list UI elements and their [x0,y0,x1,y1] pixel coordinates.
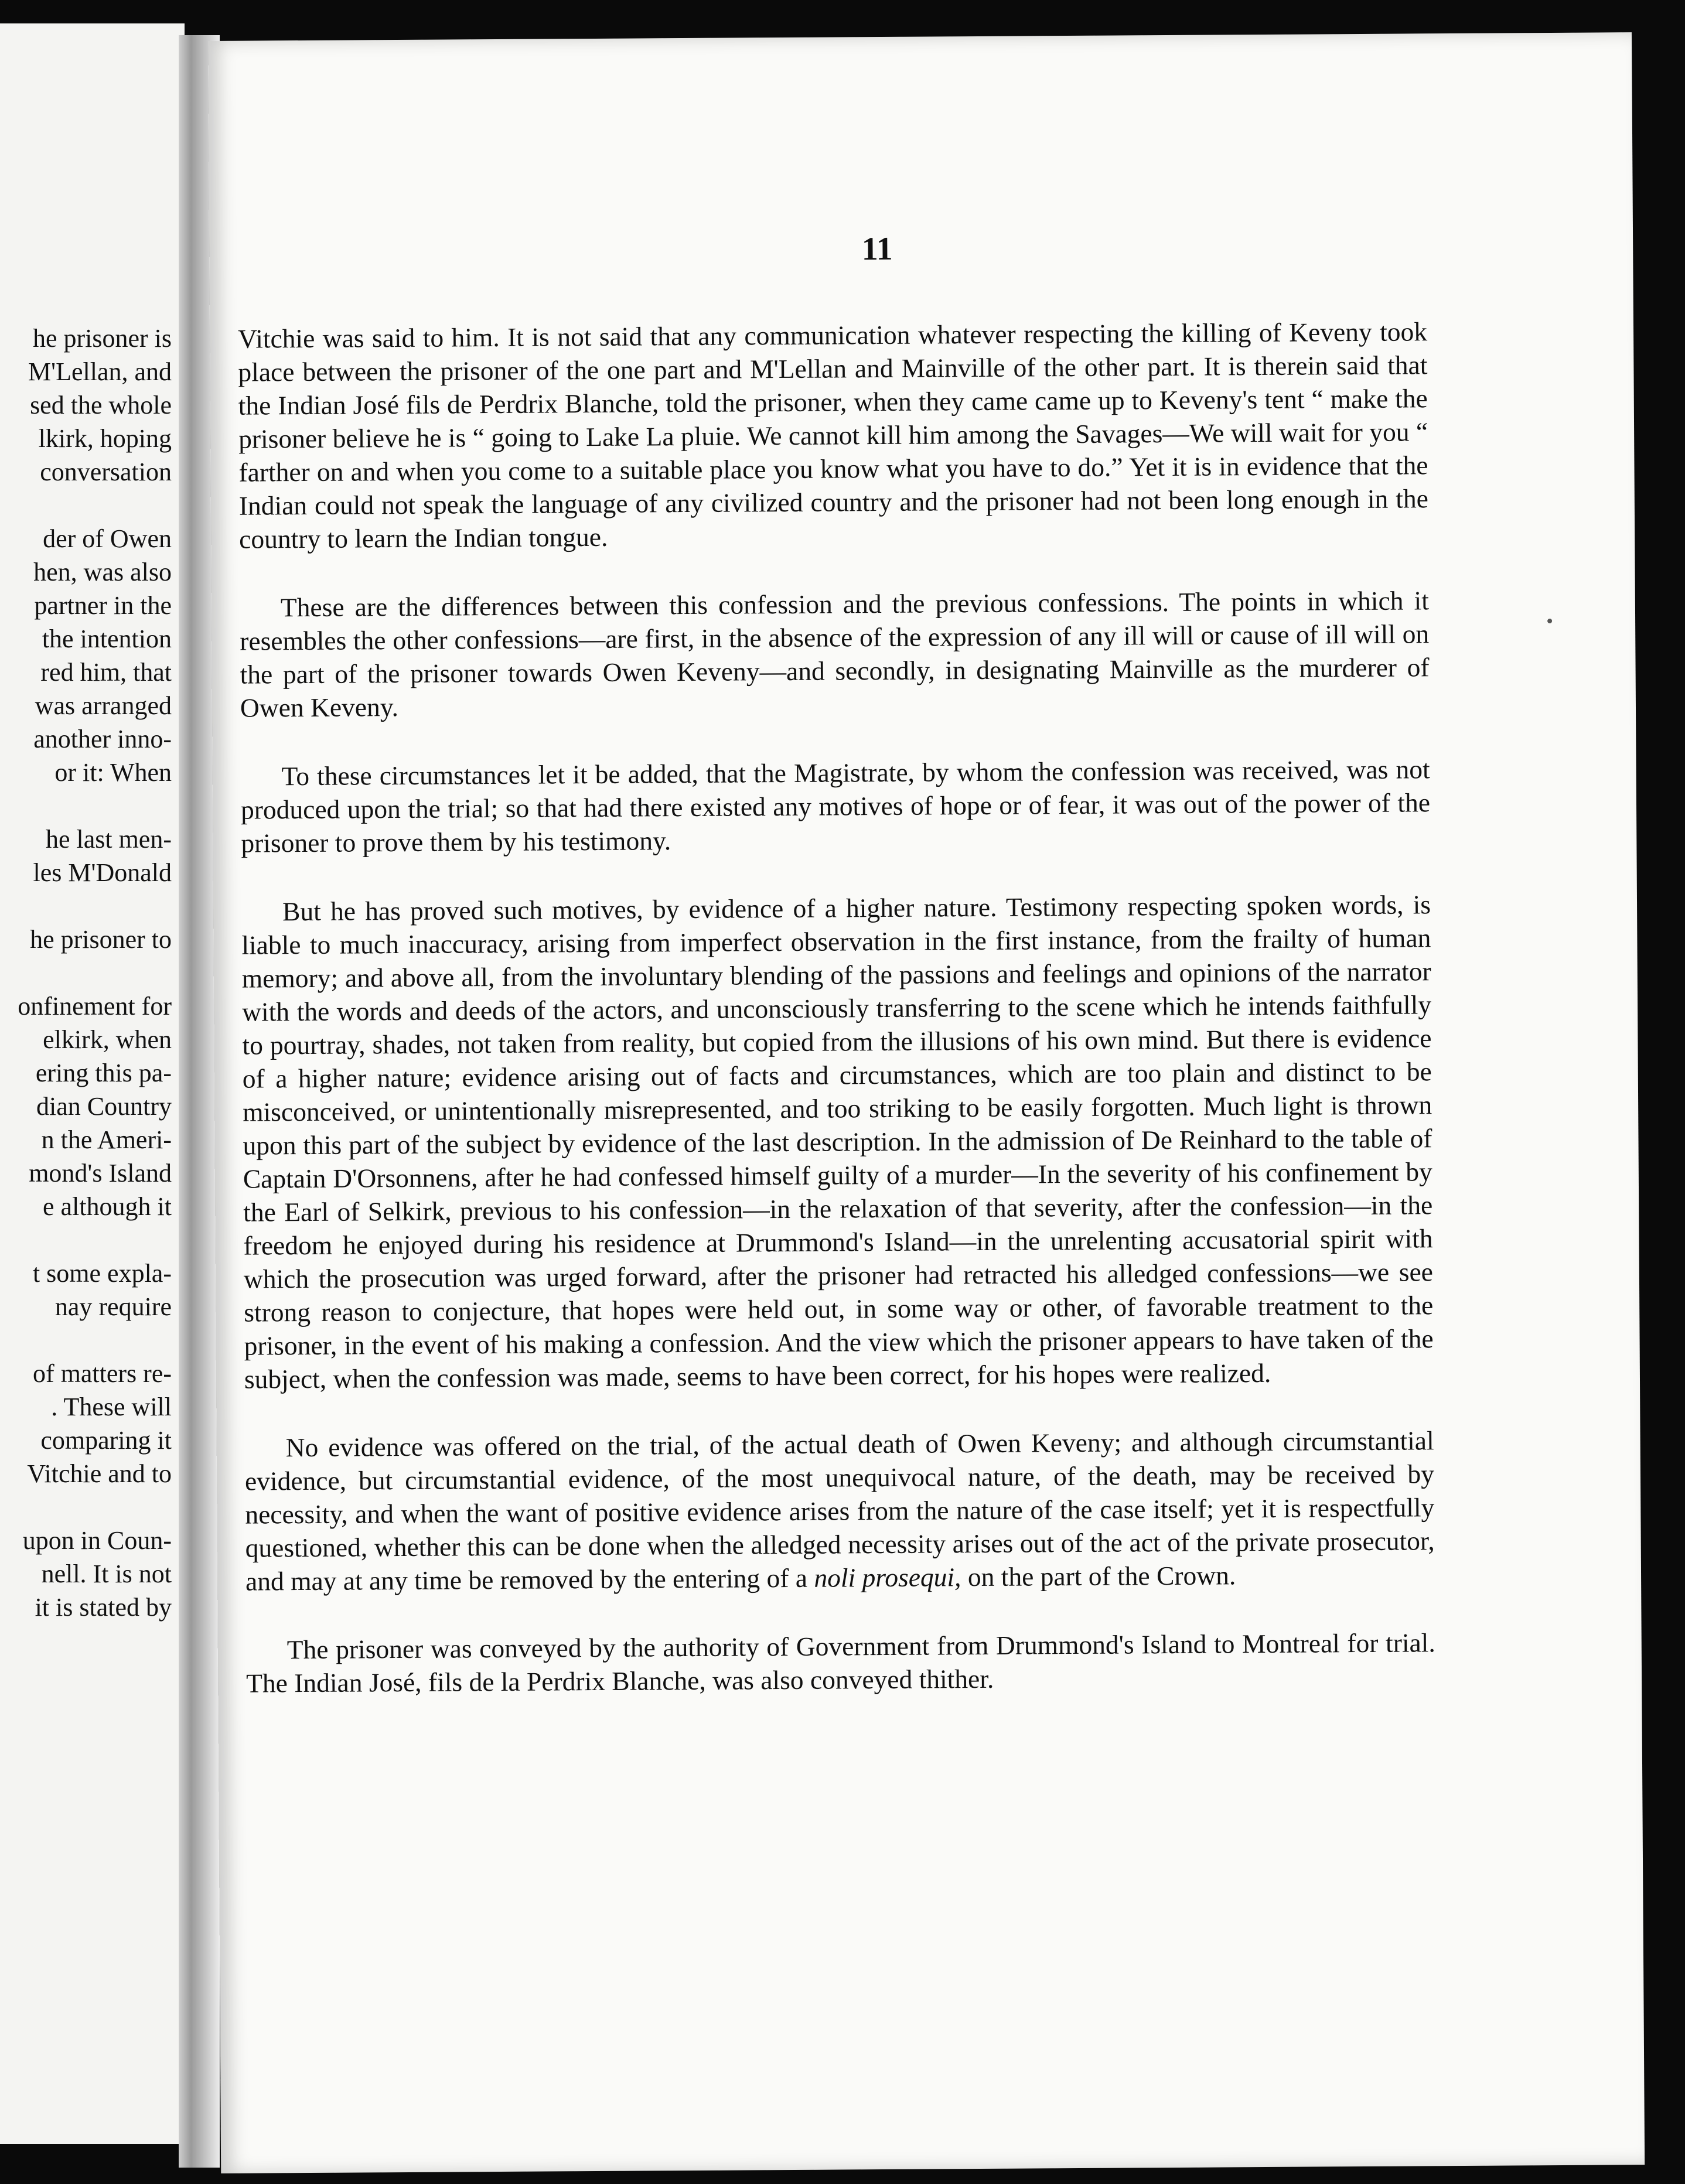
latin-phrase: noli prosequi, [814,1562,961,1593]
facing-page-line: elkirk, when [43,1025,172,1054]
facing-page-line: e although it [43,1192,172,1221]
facing-page-line: lkirk, hoping [38,424,172,453]
facing-page-line: partner in the [34,591,172,620]
facing-page-line: of matters re- [33,1359,172,1388]
paragraph-continuation: Vitchie was said to him. It is not said that any communication whatever respecting the killing of Keveny took place between the prisoner of the one part and M'Lellan and Mainville of the other part. It is therein said that the Indian José fils de Perdrix Blanche, told the prisoner, when they came came up to Keveny's tent “ make the prisoner believe he is “ going to Lake La pluie. We cannot kill him among the Savages—We will wait for you “ farther on and when you come to a suitable place you know what you have to do.” Yet it is in evidence that the Indian could not speak the language of any civilized country and the prisoner had not been long enough in the country to learn the Indian tongue. [237,316,1428,554]
facing-page-line: . These will [51,1393,172,1421]
facing-page-line: ering this pa- [35,1059,172,1087]
facing-page-fragment [0,23,185,2144]
facing-page-line: les M'Donald [33,858,172,887]
paragraph-text: on the part of the Crown. [961,1560,1236,1592]
facing-page-line: n the Ameri- [41,1125,172,1154]
paragraph-magistrate: To these circumstances let it be added, that the Magistrate, by whom the confession was received, was not produced upon the trial; so that had there existed any motives of hope or of fear, it was out of the power of the prisoner to prove them by his testimony. [240,754,1431,858]
facing-page-line: hen, was also [33,558,172,586]
facing-page-line: upon in Coun- [22,1526,172,1555]
facing-page-line: he last men- [45,825,172,854]
facing-page-line: he prisoner is [32,324,172,353]
facing-page-line: t some expla- [32,1259,172,1288]
paragraph-conveyed: The prisoner was conveyed by the authority of Government from Drummond's Island to Montreal for trial. The Indian José, fils de la Perdrix Blanche, was also conveyed thither. [245,1627,1435,1698]
facing-page-line: red him, that [40,658,172,687]
facing-page-line: the intention [42,625,172,653]
facing-page-line: dian Country [36,1092,172,1121]
facing-page-line: sed the whole [30,391,172,419]
facing-page-line: nay require [54,1292,172,1321]
paragraph-differences: These are the differences between this confession and the previous confessions. The points in which it resembles the other confessions—are first, in the absence of the expression of any ill will or cause of ill will on the part of the prisoner towards Owen Keveny—and secondly, in designating Mainville as the murderer of Owen Keveny. [240,585,1430,723]
paragraph-motives: But he has proved such motives, by evidence of a higher nature. Testimony respecting spoken words, is liable to much inaccuracy, arising from imperfect observation in the first instance, from the frailty of human memory; and above all, from the involuntary blending of the passions and feelings and opinions of the narrator with the words and deeds of the actors, and unconsciously transferring to the scene which he intends faithfully to pourtray, shades, not taken from reality, but copied from the illusions of his own mind. But there is evidence of a higher nature; evidence arising out of facts and circumstances, which are too plain and distinct to be misconceived, or unintentionally misrepresented, and too striking to be easily forgotten. Much light is thrown upon this part of the subject by evidence of the last description. In the admission of De Reinhard to the table of Captain D'Orsonnens, after he had confessed himself guilty of a murder—In the severity of his confinement by the Earl of Selkirk, previous to his confession—in the relaxation of that severity, after the confession—in the freedom he enjoyed during his residence at Drummond's Island—in the unrelenting accusatorial spirit with which the prosecution was urged forward, after the prisoner had retracted his alledged confessions—we see strong reason to conjecture, that hopes were held out, in some way or other, of favorable treatment to the prisoner, in the event of his making a confession. And the view which the prisoner appears to have taken of the subject, when the confession was made, seems to have been correct, for his hopes were realized. [241,889,1434,1394]
facing-page-line: another inno- [33,725,172,753]
facing-page-line: or it: When [54,758,172,787]
facing-page-line: nell. It is not [41,1559,172,1588]
page-number: 11 [861,230,893,268]
facing-page-line: comparing it [40,1426,172,1455]
facing-page-line: he prisoner to [30,925,172,954]
facing-page-line: der of Owen [43,524,172,553]
facing-page-line: onfinement for [18,992,172,1021]
paragraph-evidence-of-death [244,1424,1435,1598]
book-page [208,32,1645,2173]
facing-page-line: mond's Island [29,1159,172,1187]
facing-page-line: M'Lellan, and [28,357,172,386]
facing-page-line: Vitchie and to [27,1459,172,1488]
facing-page-line: conversation [40,458,172,486]
paragraph-text: No evidence was offered on the trial, of the actual death of Owen Keveny; and although circumstantial evidence, but circumstantial evidence, of the most unequivocal nature, of the death, may be received by necessity, and when the want of positive evidence arises from the nature of the case itself; yet it is respectfully questioned, whether this can be done when the alledged necessity arises out of the act of the private prosecutor, and may at any time be removed by the entering of a [244,1425,1435,1596]
page-body [238,315,1436,1735]
facing-page-line: it is stated by [35,1593,172,1622]
scan-speck [1547,619,1552,623]
facing-page-line: was arranged [35,691,172,720]
